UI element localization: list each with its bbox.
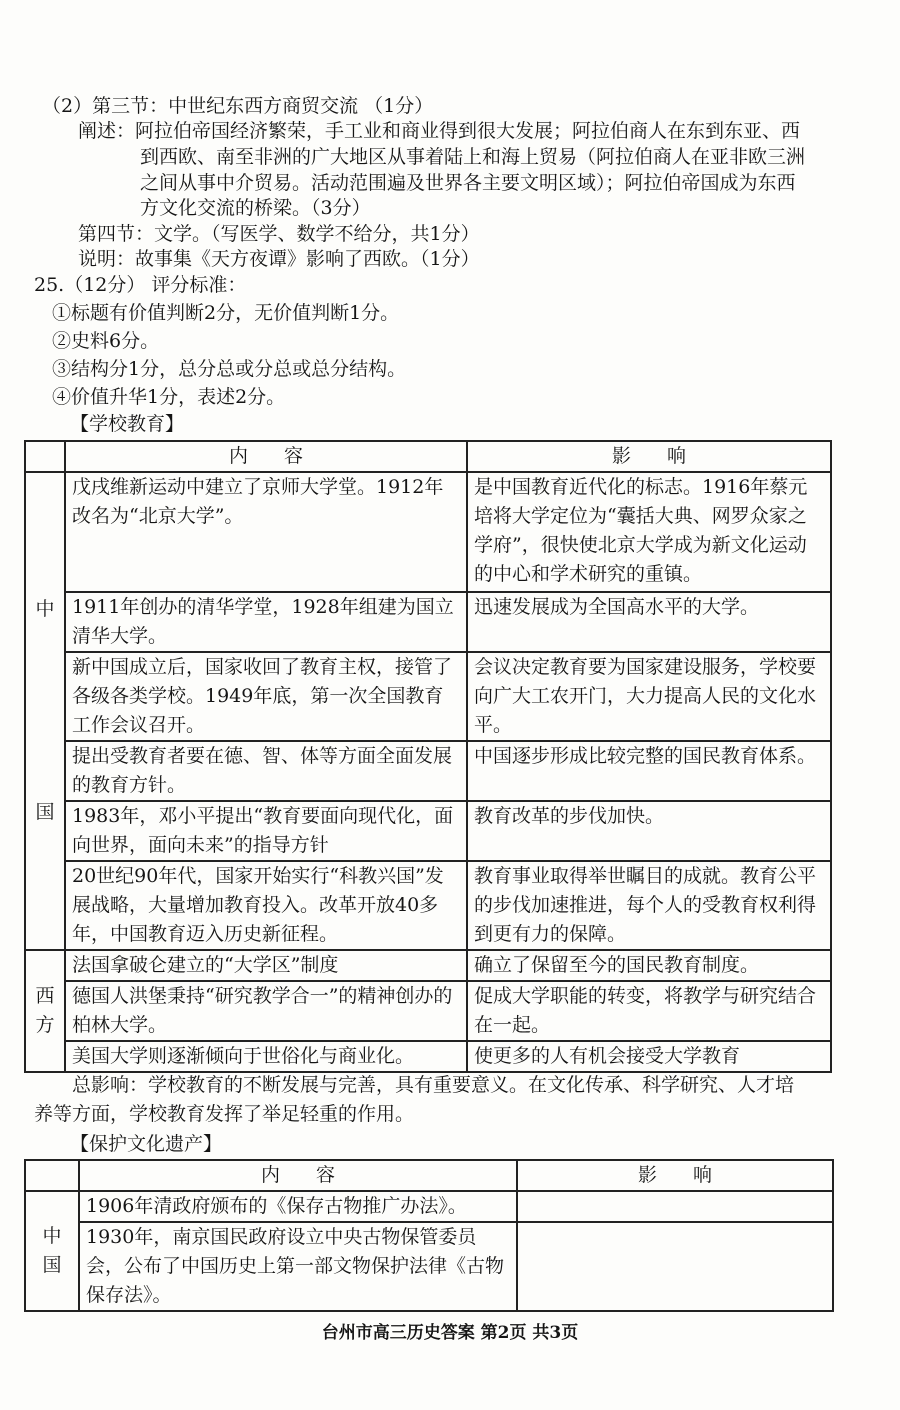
elaboration-line-4: 方文化交流的桥梁。（3分）: [140, 197, 371, 219]
row-content: 德国人洪堡秉持“研究教学合一”的精神创办的柏林大学。: [65, 981, 467, 1041]
criterion-3: ③结构分1分，总分总或分总或总分结构。: [52, 358, 407, 380]
region-west: 西 方: [25, 950, 65, 1072]
table-row: [25, 1041, 831, 1072]
school-education-title: 【学校教育】: [70, 413, 185, 435]
heritage-title: 【保护文化遗产】: [70, 1133, 223, 1155]
row-content: 1911年创办的清华学堂，1928年组建为国立清华大学。: [65, 592, 467, 652]
row-content: 新中国成立后，国家收回了教育主权，接管了各级各类学校。1949年底，第一次全国教育工作会议召开。: [65, 652, 467, 741]
row-impact: 教育改革的步伐加快。: [467, 801, 831, 861]
row-content: 1930年，南京国民政府设立中央古物保管委员会，公布了中国历史上第一部文物保护法律《古物保存法》。: [79, 1222, 517, 1311]
header-content: 内 容: [79, 1160, 517, 1191]
row-content: 美国大学则逐渐倾向于世俗化与商业化。: [65, 1041, 467, 1072]
row-content: 20世纪90年代，国家开始实行“科教兴国”发展战略，大量增加教育投入。改革开放40多年，中国教育迈入历史新征程。: [65, 861, 467, 950]
region-china: 中 国: [25, 1191, 79, 1311]
table-row: [25, 981, 831, 1041]
row-content: 提出受教育者要在德、智、体等方面全面发展的教育方针。: [65, 741, 467, 801]
region-china: 中 国: [25, 472, 65, 950]
row-content: 戊戌维新运动中建立了京师大学堂。1912年改名为“北京大学”。: [65, 472, 467, 592]
table-row: [25, 950, 831, 981]
table-row: [25, 861, 831, 950]
heritage-table: [24, 1159, 834, 1312]
criterion-2: ②史料6分。: [52, 330, 160, 352]
question-25-heading: 25.（12分） 评分标准：: [34, 274, 247, 296]
row-content: 1983年，邓小平提出“教育要面向现代化，面向世界，面向未来”的指导方针: [65, 801, 467, 861]
table-header-row: [25, 1160, 833, 1191]
table-row: [25, 652, 831, 741]
criterion-4: ④价值升华1分，表述2分。: [52, 386, 286, 408]
table-row: [25, 472, 831, 592]
elaboration-line-1: 阐述：阿拉伯帝国经济繁荣，手工业和商业得到很大发展；阿拉伯商人在东到东亚、西: [78, 120, 801, 142]
corner-cell: [25, 1160, 79, 1191]
explanation-line: 说明：故事集《天方夜谭》影响了西欧。（1分）: [78, 248, 480, 270]
elaboration-line-3: 之间从事中介贸易。活动范围遍及世界各主要文明区域）；阿拉伯帝国成为东西: [140, 172, 796, 194]
row-impact: 确立了保留至今的国民教育制度。: [467, 950, 831, 981]
row-impact: 促成大学职能的转变，将教学与研究结合在一起。: [467, 981, 831, 1041]
section-4-line: 第四节：文学。（写医学、数学不给分，共1分）: [78, 223, 480, 245]
corner-cell: [25, 441, 65, 472]
table-row: [25, 801, 831, 861]
criterion-1: ①标题有价值判断2分，无价值判断1分。: [52, 302, 400, 324]
row-impact: 使更多的人有机会接受大学教育: [467, 1041, 831, 1072]
row-impact: 教育事业取得举世瞩目的成就。教育公平的步伐加速推进，每个人的受教育权利得到更有力的保障。: [467, 861, 831, 950]
elaboration-line-2: 到西欧、南至非洲的广大地区从事着陆上和海上贸易（阿拉伯商人在亚非欧三洲: [140, 146, 806, 168]
header-impact: 影 响: [517, 1160, 833, 1191]
row-impact: 中国逐步形成比较完整的国民教育体系。: [467, 741, 831, 801]
row-impact: [517, 1191, 833, 1222]
school-education-table: [24, 440, 832, 1073]
table-header-row: [25, 441, 831, 472]
header-content: 内 容: [65, 441, 467, 472]
row-content: 1906年清政府颁布的《保存古物推广办法》。: [79, 1191, 517, 1222]
table-row: [25, 592, 831, 652]
section-2-heading: （2）第三节：中世纪东西方商贸交流 （1分）: [42, 95, 434, 117]
row-impact: 会议决定教育要为国家建设服务，学校要向广大工农开门，大力提高人民的文化水平。: [467, 652, 831, 741]
row-impact: 迅速发展成为全国高水平的大学。: [467, 592, 831, 652]
row-impact: [517, 1222, 833, 1311]
summary-line-1: 总影响：学校教育的不断发展与完善，具有重要意义。在文化传承、科学研究、人才培: [72, 1074, 795, 1096]
table-row: [25, 1191, 833, 1222]
header-impact: 影 响: [467, 441, 831, 472]
row-content: 法国拿破仑建立的“大学区”制度: [65, 950, 467, 981]
summary-line-2: 养等方面，学校教育发挥了举足轻重的作用。: [34, 1103, 415, 1125]
page-footer: 台州市高三历史答案 第2页 共3页: [321, 1323, 579, 1343]
table-row: [25, 741, 831, 801]
table-row: [25, 1222, 833, 1311]
row-impact: 是中国教育近代化的标志。1916年蔡元培将大学定位为“囊括大典、网罗众家之学府”，很快使北京大学成为新文化运动的中心和学术研究的重镇。: [467, 472, 831, 592]
